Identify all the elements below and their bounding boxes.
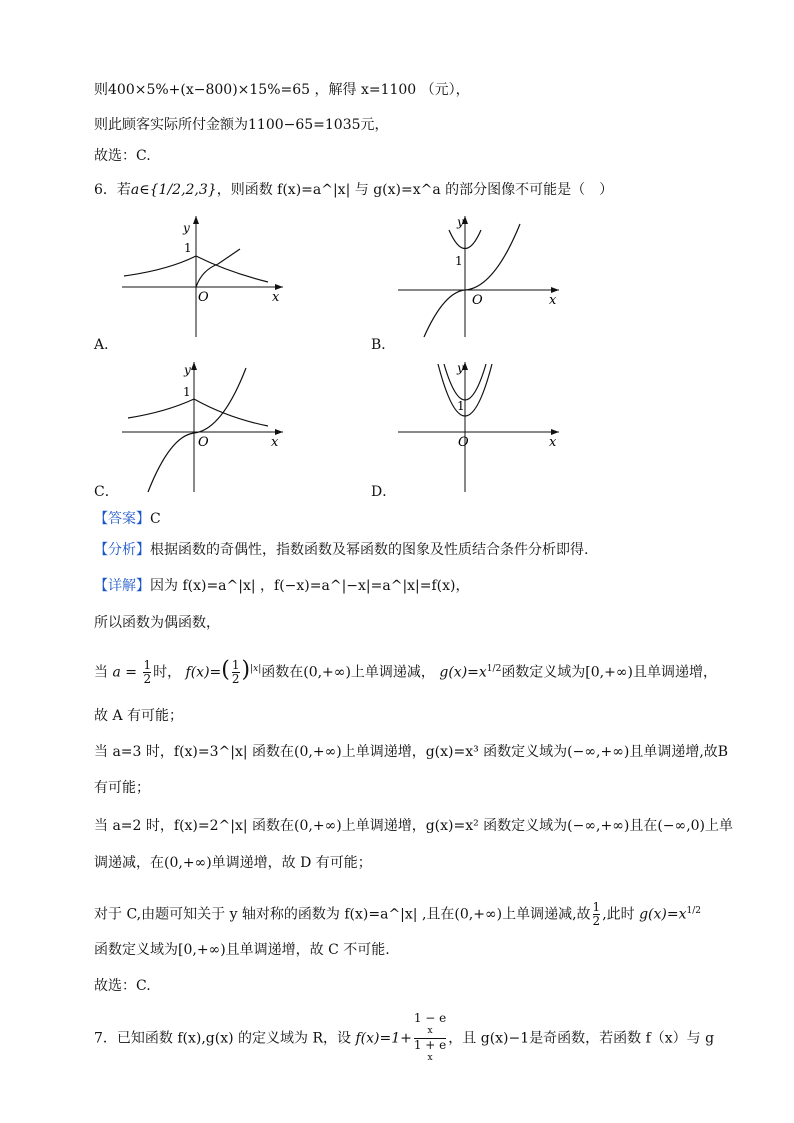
case-half-exp: |x|	[250, 664, 262, 674]
case-3-line: 当 a=3 时，f(x)=3^|x| 函数在(0,+∞)上单调递增，g(x)=x³ 函数定义域为(−∞,+∞)且单调递增,故B	[94, 744, 729, 760]
graph-a-y-label: y	[183, 221, 190, 235]
graph-b-y-label: y	[457, 215, 464, 229]
graph-a-left-curve	[124, 256, 196, 276]
b-possible-line: 有可能；	[94, 780, 150, 796]
case-half-gx-exp: 1/2	[486, 664, 502, 674]
graph-c-x-label: x	[271, 435, 279, 450]
graph-a	[118, 212, 288, 342]
graph-b-one: 1	[455, 254, 463, 268]
graph-b-cubic-curve	[424, 224, 520, 337]
detail-text: 因为 f(x)=a^|x| ，f(−x)=a^|−x|=a^|x|=f(x)，	[150, 578, 470, 594]
graph-c-cubic-curve	[148, 368, 246, 492]
choose-c-line: 故选：C.	[94, 148, 151, 164]
detail-tag: 【详解】	[94, 578, 150, 594]
for-c-then: ,此时	[602, 906, 635, 923]
q7-fraction: 1 − e x 1 + e x	[413, 1011, 447, 1063]
graph-d	[394, 358, 564, 496]
final-answer-line: 故选：C.	[94, 978, 151, 994]
case-half-gx: g(x)=x	[439, 664, 487, 681]
graph-d-origin: O	[458, 435, 469, 450]
graph-d-x-label: x	[549, 435, 557, 450]
answer-line	[94, 509, 161, 529]
total-line: 则此顾客实际所付金额为1100−65=1035元，	[94, 117, 389, 133]
answer-tag: 【答案】	[94, 511, 150, 527]
graph-b	[394, 212, 564, 342]
graph-d-one: 1	[457, 399, 465, 413]
graph-c	[118, 358, 288, 496]
case-half-fraction: $\frac{1}{2}$	[143, 658, 152, 687]
even-function-line: 所以函数为偶函数，	[94, 615, 220, 631]
graph-c-origin: O	[198, 435, 209, 450]
graph-b-origin: O	[472, 293, 483, 308]
graph-b-x-label: x	[549, 293, 557, 308]
case-half-domain: 函数定义域为[0,+∞)且单调递增，	[501, 664, 717, 681]
graph-a-right-curve	[196, 256, 268, 282]
choice-a[interactable]: A．	[94, 337, 119, 353]
case-half-shi: 时，	[153, 664, 182, 681]
a-possible-line: 故 A 有可能；	[94, 708, 184, 724]
graph-c-one: 1	[183, 385, 191, 399]
case-half-decreasing: 函数在(0,+∞)上单调递减，	[261, 664, 435, 681]
graph-a-x-label: x	[272, 290, 280, 305]
choice-d[interactable]: D．	[371, 484, 397, 500]
for-c-line: 对于 C,由题可知关于 y 轴对称的函数为 f(x)=a^|x| ,且在(0,+∞)上单调递减,故 $\frac{1}{2}$ ,此时 $g(x)=x^{1/2}$	[94, 900, 702, 929]
for-c-text: 对于 C,由题可知关于 y 轴对称的函数为 f(x)=a^|x| ,且在(0,+∞)上单调递减,故	[94, 906, 591, 923]
graph-c-left-curve	[128, 399, 194, 418]
answer-value: C	[150, 511, 161, 527]
case-2-cont-line: 调递减，在(0,+∞)单调递增，故 D 有可能；	[94, 855, 372, 871]
for-c-domain-line: 函数定义域为[0,+∞)且单调递增，故 C 不可能.	[94, 942, 390, 958]
case-half-line: 当 a = $\frac{1}{2}$ 时， f(x)=( $\frac{1}{2}$ )$^{|x|}$函数在(0,+∞)上单调递减， $g(x)=x^{1/2}$函数定义域为[0,+∞)且单调递增，	[94, 657, 717, 687]
case-half-when: 当	[94, 664, 108, 681]
detail-line	[94, 576, 470, 596]
choice-b[interactable]: B．	[371, 337, 396, 353]
analysis-line	[94, 540, 588, 560]
analysis-tag: 【分析】	[94, 542, 150, 558]
calc-line: 则400×5%+(x−800)×15%=65 ，解得 x=1100 （元），	[94, 82, 470, 98]
graph-d-y-label: y	[457, 361, 464, 375]
q6-number: 6．若	[94, 182, 131, 198]
graph-c-right-curve	[194, 399, 268, 426]
analysis-text: 根据函数的奇偶性，指数函数及幂函数的图象及性质结合条件分析即得.	[150, 542, 589, 558]
choice-c[interactable]: C．	[94, 484, 119, 500]
question-6	[94, 180, 613, 200]
q7-fx: f(x)=1+	[355, 1030, 412, 1047]
question-7	[94, 1012, 714, 1065]
graph-a-root-curve	[196, 249, 240, 287]
q6-set: a∈{1/2,2,3}	[130, 182, 217, 198]
q6-stem: ，则函数 f(x)=a^|x| 与 g(x)=x^a 的部分图像不可能是（ ）	[216, 182, 614, 198]
graph-a-one: 1	[184, 241, 192, 255]
case-2-line: 当 a=2 时，f(x)=2^|x| 函数在(0,+∞)上单调递增，g(x)=x² 函数定义域为(−∞,+∞)且在(−∞,0)上单	[94, 818, 734, 834]
q7-stem-tail: ，且 g(x)−1是奇函数，若函数 f（x）与 g	[448, 1030, 715, 1047]
case-half-a: a =	[112, 664, 142, 681]
graph-c-y-label: y	[184, 363, 191, 377]
for-c-gx: g(x)=x	[639, 906, 687, 923]
graph-a-origin: O	[198, 290, 209, 305]
case-half-fx: f(x)=	[185, 664, 222, 681]
q7-stem: 7．已知函数 f(x),g(x) 的定义域为 R，设	[94, 1030, 352, 1047]
